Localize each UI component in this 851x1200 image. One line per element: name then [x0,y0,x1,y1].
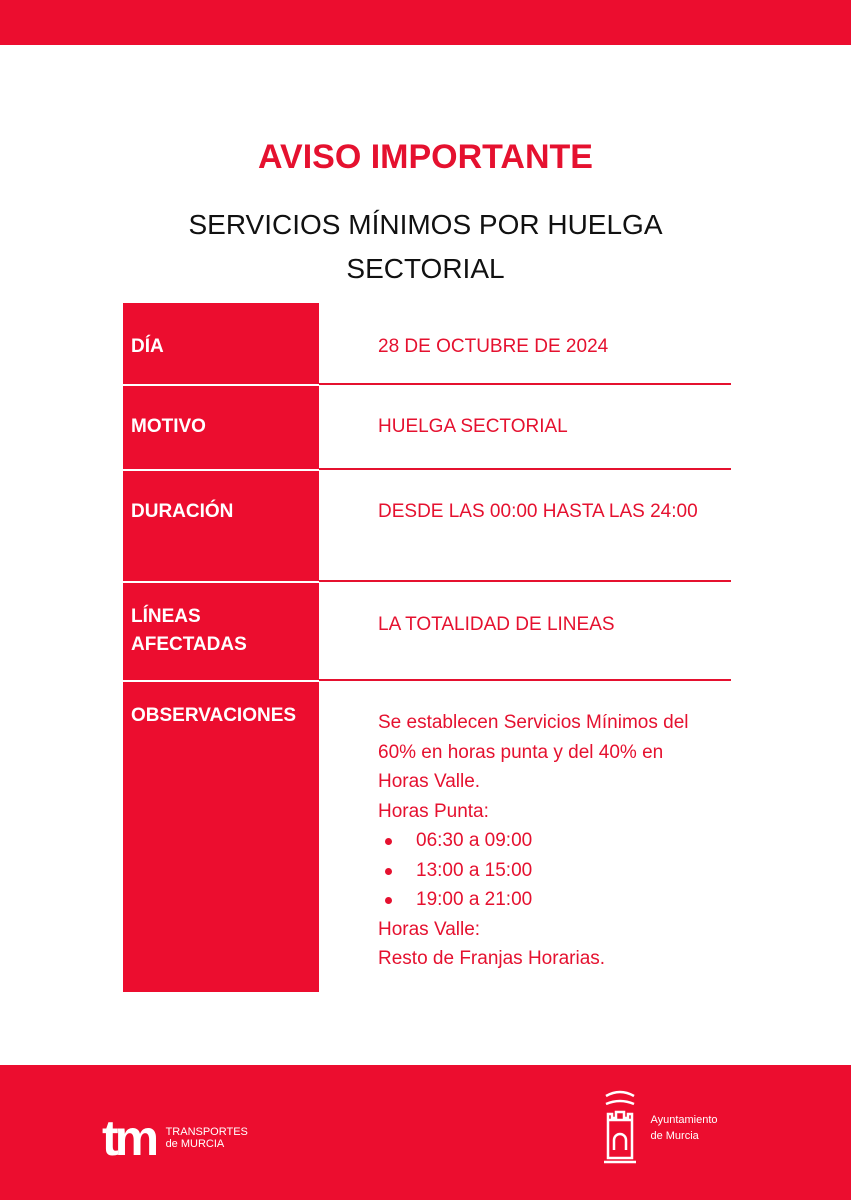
subtitle-line: SERVICIOS MÍNIMOS POR HUELGA [188,209,663,240]
value-lineas: LA TOTALIDAD DE LINEAS [378,614,615,635]
observaciones-intro: Se establecen Servicios Mínimos del 60% en horas punta y del 40% en Horas Valle. [378,712,689,792]
page-subtitle [150,203,701,291]
value-motivo: HUELGA SECTORIAL [378,416,568,437]
ayuntamiento-murcia-logo [600,1088,718,1168]
label-observaciones: OBSERVACIONES [123,682,319,992]
label-motivo: MOTIVO [123,386,319,469]
list-item: 06:30 a 09:00 [416,826,718,856]
value-dia: 28 DE OCTUBRE DE 2024 [378,336,609,357]
list-item: 13:00 a 15:00 [416,856,718,886]
tm-logo-mark: tm [102,1110,156,1166]
divider [319,580,731,582]
divider [319,679,731,681]
label-duracion: DURACIÓN [123,471,319,581]
horas-valle-value: Resto de Franjas Horarias. [378,948,606,969]
ayto-line1: Ayuntamiento [650,1114,718,1126]
transportes-murcia-logo [102,1110,248,1166]
subtitle-line: SECTORIAL [346,253,505,284]
divider [319,468,731,470]
horas-valle-label: Horas Valle: [378,918,481,940]
horas-punta-label: Horas Punta: [378,800,489,822]
tm-line2: de MURCIA [165,1138,225,1150]
tm-line1: TRANSPORTES [165,1126,248,1138]
label-dia: DÍA [123,303,319,384]
page-title: AVISO IMPORTANTE [258,138,593,176]
castle-crown-icon [600,1088,640,1168]
list-item: 19:00 a 21:00 [416,885,718,915]
label-lineas: LÍNEAS AFECTADAS [123,583,319,680]
horas-punta-list [378,826,718,915]
value-observaciones [378,708,718,974]
ayto-line2: de Murcia [650,1130,699,1142]
top-bar [0,0,851,45]
divider [319,383,731,385]
value-duracion: DESDE LAS 00:00 HASTA LAS 24:00 [378,501,698,522]
